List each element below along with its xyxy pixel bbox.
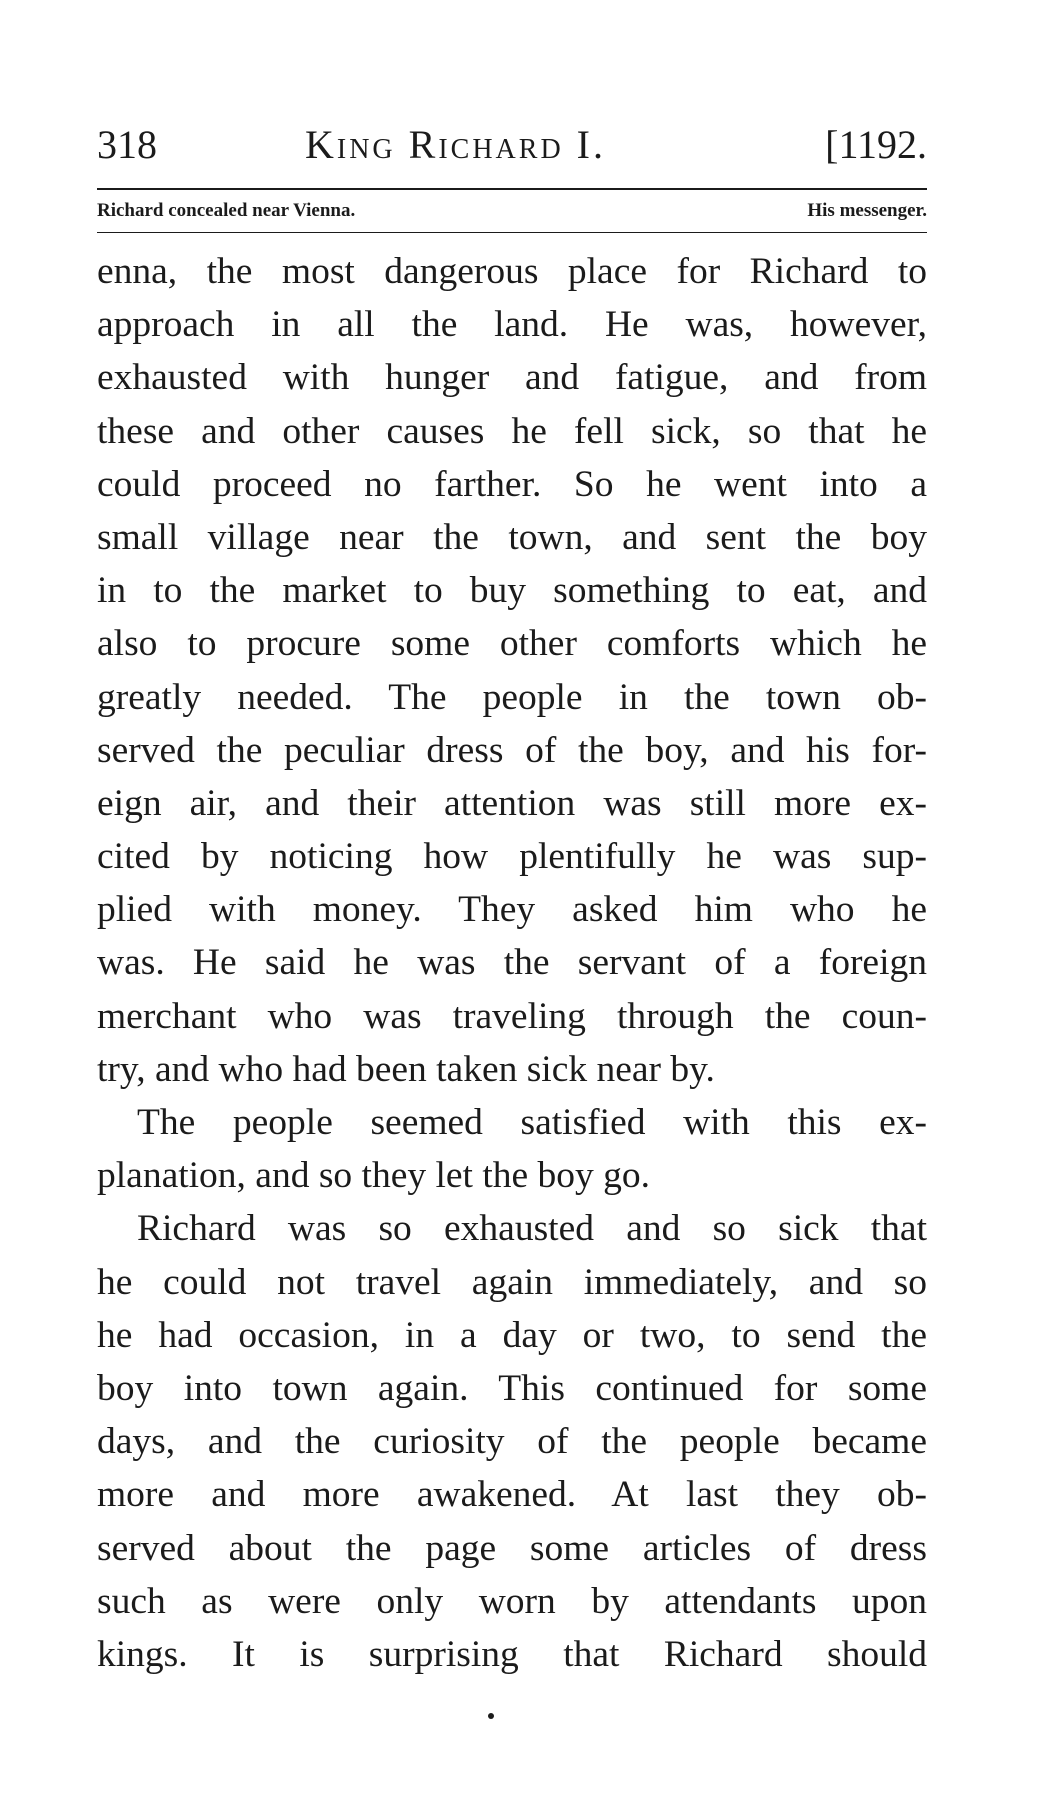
body-text — [97, 245, 927, 1681]
text-line: boy into town again. This continued for some — [97, 1367, 927, 1409]
text-line: planation, and so they let the boy go. — [97, 1155, 651, 1197]
text-line: approach in all the land. He was, however, — [97, 304, 927, 346]
text-line: greatly needed. The people in the town ob- — [97, 676, 927, 718]
text-line: more and more awakened. At last they ob- — [97, 1474, 927, 1516]
text-line: enna, the most dangerous place for Richard to — [97, 251, 927, 292]
text-line: in to the market to buy something to eat, and — [97, 570, 927, 612]
text-line: days, and the curiosity of the people became — [97, 1421, 927, 1463]
text-line: small village near the town, and sent the boy — [97, 516, 927, 558]
footer-dot-mark — [488, 1713, 494, 1719]
text-line: could proceed no farther. So he went into a — [97, 463, 927, 505]
text-line: was. He said he was the servant of a foreign — [97, 942, 927, 984]
text-line: such as were only worn by attendants upon — [97, 1580, 927, 1622]
text-line: The people seemed satisfied with this ex- — [137, 1102, 927, 1143]
text-line: exhausted with hunger and fatigue, and from — [97, 357, 927, 399]
text-line: Richard was so exhausted and so sick that — [137, 1208, 927, 1250]
text-line: served about the page some articles of dress — [97, 1527, 927, 1569]
running-head — [97, 112, 927, 178]
side-heading-rule — [97, 232, 927, 233]
side-heading-right: His messenger. — [807, 200, 927, 221]
side-headings — [97, 190, 927, 232]
text-line: merchant who was traveling through the coun- — [97, 995, 927, 1037]
text-line: he had occasion, in a day or two, to send the — [97, 1314, 927, 1356]
text-line: plied with money. They asked him who he — [97, 889, 927, 931]
page-number: 318 — [97, 122, 157, 167]
text-line: try, and who had been taken sick near by. — [97, 1048, 715, 1090]
side-heading-left: Richard concealed near Vienna. — [97, 200, 356, 221]
text-line: eign air, and their attention was still more ex- — [97, 782, 927, 824]
running-title: King Richard I. — [305, 122, 606, 167]
text-line: these and other causes he fell sick, so that he — [97, 410, 927, 452]
text-line: also to procure some other comforts which he — [97, 623, 927, 665]
text-line: cited by noticing how plentifully he was sup- — [97, 836, 927, 878]
running-year: [1192. — [825, 122, 927, 167]
text-line: he could not travel again immediately, and so — [97, 1261, 927, 1303]
text-line: kings. It is surprising that Richard should — [97, 1633, 927, 1675]
book-page — [97, 112, 927, 1681]
text-line: served the peculiar dress of the boy, and his for- — [97, 729, 927, 771]
